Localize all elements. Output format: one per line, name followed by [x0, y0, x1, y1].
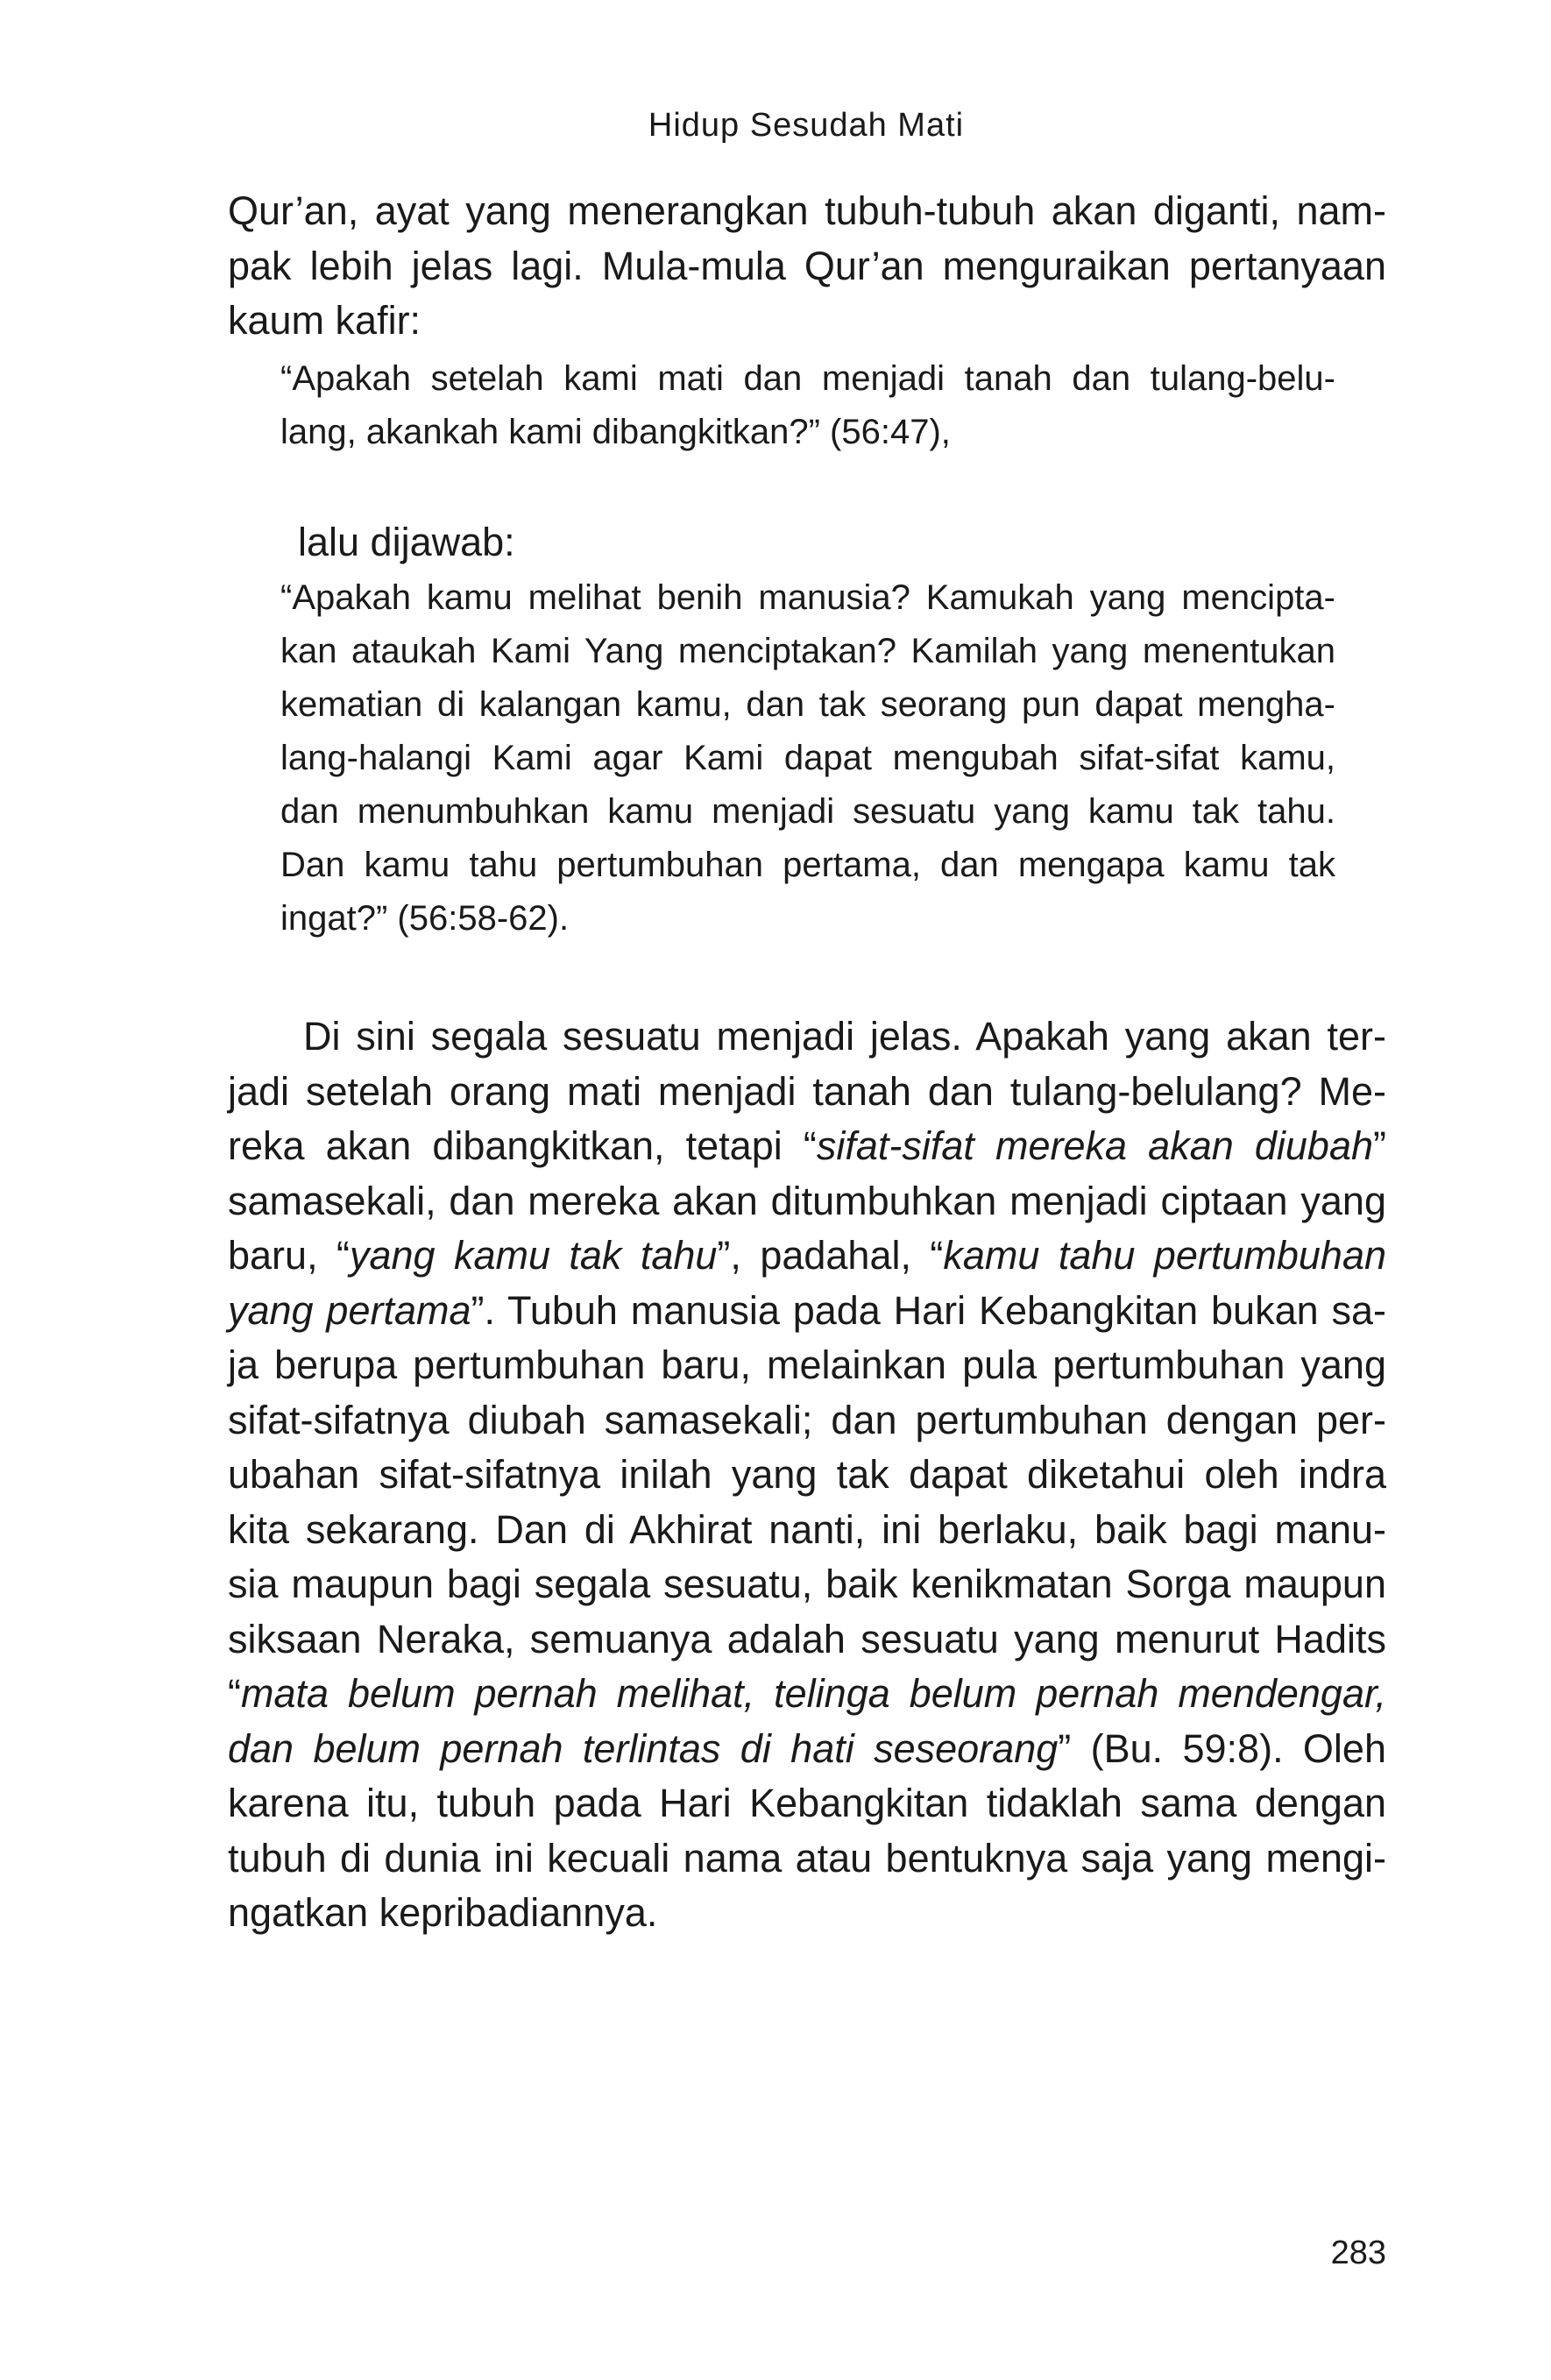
- text-line: dan belum pernah terlintas di hati seseorang” (Bu. 59:8). Oleh: [228, 1725, 1386, 1771]
- quote-line: lang-halangi Kami agar Kami dapat mengubah sifat-sifat kamu,: [280, 739, 1335, 777]
- text-line: ubahan sifat-sifatnya inilah yang tak dapat diketahui oleh indra: [228, 1452, 1386, 1497]
- quote-line: “Apakah kamu melihat benih manusia? Kamukah yang mencipta-: [280, 578, 1335, 617]
- text-line: ja berupa pertumbuhan baru, melainkan pula pertumbuhan yang: [228, 1342, 1386, 1387]
- text-line: jadi setelah orang mati menjadi tanah dan tulang-belulang? Me-: [228, 1068, 1386, 1114]
- text-line: ngatkan kepribadiannya.: [228, 1890, 658, 1935]
- italic-phrase: kamu tahu pertumbuhan: [943, 1233, 1386, 1278]
- quote-line: kan ataukah Kami Yang menciptakan? Kamilah yang menentukan: [280, 632, 1335, 670]
- quote-line: kematian di kalangan kamu, dan tak seorang pun dapat mengha-: [280, 685, 1335, 724]
- text-line: “mata belum pernah melihat, telinga belum pernah mendengar,: [228, 1671, 1386, 1716]
- text-line: reka akan dibangkitkan, tetapi “sifat-sifat mereka akan diubah”: [228, 1123, 1386, 1168]
- italic-phrase: mata belum pernah melihat, telinga belum pernah mendengar,: [241, 1671, 1386, 1716]
- quote-line: dan menumbuhkan kamu menjadi sesuatu yang kamu tak tahu.: [280, 792, 1335, 831]
- quote-line: lang, akankah kami dibangkitkan?” (56:47),: [280, 413, 951, 451]
- text-line: sia maupun bagi segala sesuatu, baik kenikmatan Sorga maupun: [228, 1562, 1386, 1606]
- text-line: yang pertama”. Tubuh manusia pada Hari Kebangkitan bukan sa-: [228, 1287, 1386, 1333]
- quote-line: “Apakah setelah kami mati dan menjadi tanah dan tulang-belu-: [280, 359, 1335, 398]
- text-line: karena itu, tubuh pada Hari Kebangkitan tidaklah sama dengan: [228, 1781, 1386, 1825]
- italic-phrase: yang kamu tak tahu: [349, 1233, 718, 1278]
- text-line: pak lebih jelas lagi. Mula-mula Qur’an menguraikan pertanyaan: [228, 243, 1386, 288]
- intro-paragraph: [228, 184, 1386, 349]
- quote-line: ingat?” (56:58-62).: [280, 899, 570, 938]
- text-line: kita sekarang. Dan di Akhirat nanti, ini berlaku, baik bagi manu-: [228, 1506, 1386, 1552]
- quote-block-1: [280, 352, 1335, 459]
- italic-phrase: yang pertama: [228, 1287, 471, 1333]
- main-paragraph: [228, 1009, 1386, 1941]
- running-head: Hidup Sesudah Mati: [648, 107, 965, 144]
- text-line: baru, “yang kamu tak tahu”, padahal, “kamu tahu pertumbuhan: [228, 1233, 1386, 1278]
- text-line: sifat-sifatnya diubah samasekali; dan pertumbuhan dengan per-: [228, 1397, 1386, 1442]
- text-line: kaum kafir:: [228, 298, 421, 343]
- text-line: Qur’an, ayat yang menerangkan tubuh-tubuh akan diganti, nam-: [228, 188, 1386, 233]
- page-number: 283: [1330, 2235, 1386, 2271]
- text-line: siksaan Neraka, semuanya adalah sesuatu yang menurut Hadits: [228, 1616, 1386, 1661]
- text-line: Di sini segala sesuatu menjadi jelas. Apakah yang akan ter-: [303, 1014, 1386, 1059]
- quote-line: Dan kamu tahu pertumbuhan pertama, dan mengapa kamu tak: [280, 846, 1335, 884]
- text-line: tubuh di dunia ini kecuali nama atau bentuknya saja yang mengi-: [228, 1835, 1386, 1881]
- text-line: samasekali, dan mereka akan ditumbuhkan menjadi ciptaan yang: [228, 1178, 1386, 1223]
- quote-block-2: [280, 571, 1335, 946]
- transition-text: lalu dijawab:: [298, 520, 515, 564]
- italic-phrase: sifat-sifat mereka akan diubah: [816, 1123, 1373, 1168]
- italic-phrase: dan belum pernah terlintas di hati seseorang: [228, 1725, 1059, 1771]
